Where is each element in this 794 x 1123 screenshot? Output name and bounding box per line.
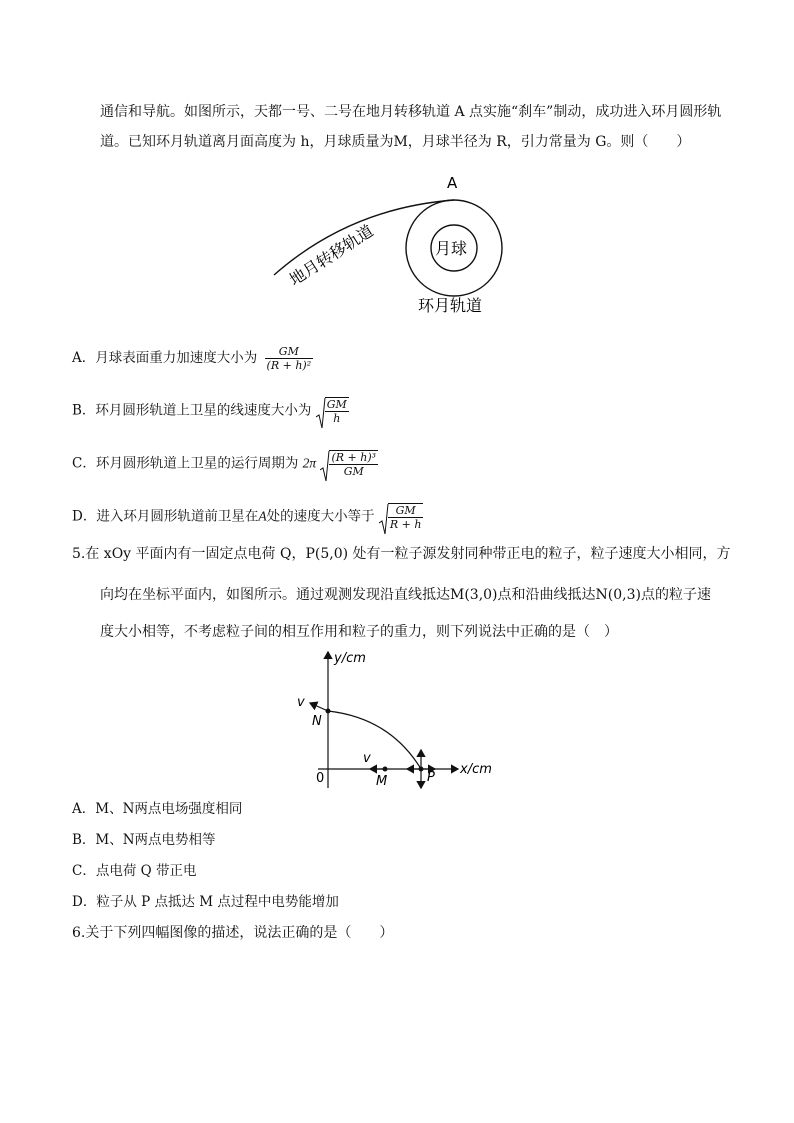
q5-option-a: A．M、N两点电场强度相同 (72, 801, 243, 817)
label-transfer: 地月转移轨道 (285, 221, 377, 290)
q4-option-c: C．环月圆形轨道上卫星的运行周期为 2π $\frac{\text{(R + h)³}}{GM}$ (72, 450, 378, 478)
M-label: M (376, 774, 388, 789)
q5-option-c: C．点电荷 Q 带正电 (72, 863, 197, 879)
label-orbit: 环月轨道 (418, 296, 483, 315)
label-moon: 月球 (435, 239, 468, 258)
label-A: A (447, 174, 458, 192)
origin-label: 0 (316, 771, 325, 786)
q5-option-b: B．M、N两点电势相等 (72, 832, 216, 848)
intro-line-2: 道。已知环月轨道离月面高度为 h，月球质量为M，月球半径为 R，引力常量为 G。则（ ） (100, 134, 691, 150)
q5-line-3: 度大小相等，不考虑粒子间的相互作用和粒子的重力，则下列说法中正确的是（ ） (100, 624, 618, 640)
q5-line-2: 向均在坐标平面内，如图所示。通过观测发现沿直线抵达M(3,0)点和沿曲线抵达N(0,3)点的粒子速 (100, 587, 711, 603)
q5-option-d: D．粒子从 P 点抵达 M 点过程中电势能增加 (72, 894, 339, 910)
moon-orbit-figure (260, 168, 520, 318)
q4-option-d: D．进入环月圆形轨道前卫星在A处的速度大小等于 $\frac{GM}{R + h}$ (72, 503, 423, 531)
q4-option-a: A．月球表面重力加速度大小为 $\frac{GM}{\text{(R + h)²}}$ (72, 345, 312, 372)
x-axis-label: x/cm (460, 762, 492, 777)
curve-path (328, 711, 421, 769)
velocity-arrow-N (310, 703, 328, 711)
intro-line-1: 通信和导航。如图所示，天都一号、二号在地月转移轨道 A 点实施“刹车”制动，成功进入环月圆形轨 (100, 104, 722, 120)
N-label: N (312, 714, 322, 729)
q4-option-b: B．环月圆形轨道上卫星的线速度大小为 $\frac{GM}{h}$ (72, 397, 349, 425)
v-label-mid: v (363, 751, 371, 766)
field-diagram-figure (290, 648, 500, 793)
q6-line-1: 6.关于下列四幅图像的描述，说法正确的是（ ） (72, 925, 394, 941)
v-label-top: v (297, 695, 305, 710)
q5-line-1: 5.在 xOy 平面内有一固定点电荷 Q，P(5,0) 处有一粒子源发射同种带正电的粒子，粒子速度大小相同，方 (72, 546, 731, 562)
y-axis-label: y/cm (334, 651, 366, 666)
P-label: P (427, 770, 435, 785)
